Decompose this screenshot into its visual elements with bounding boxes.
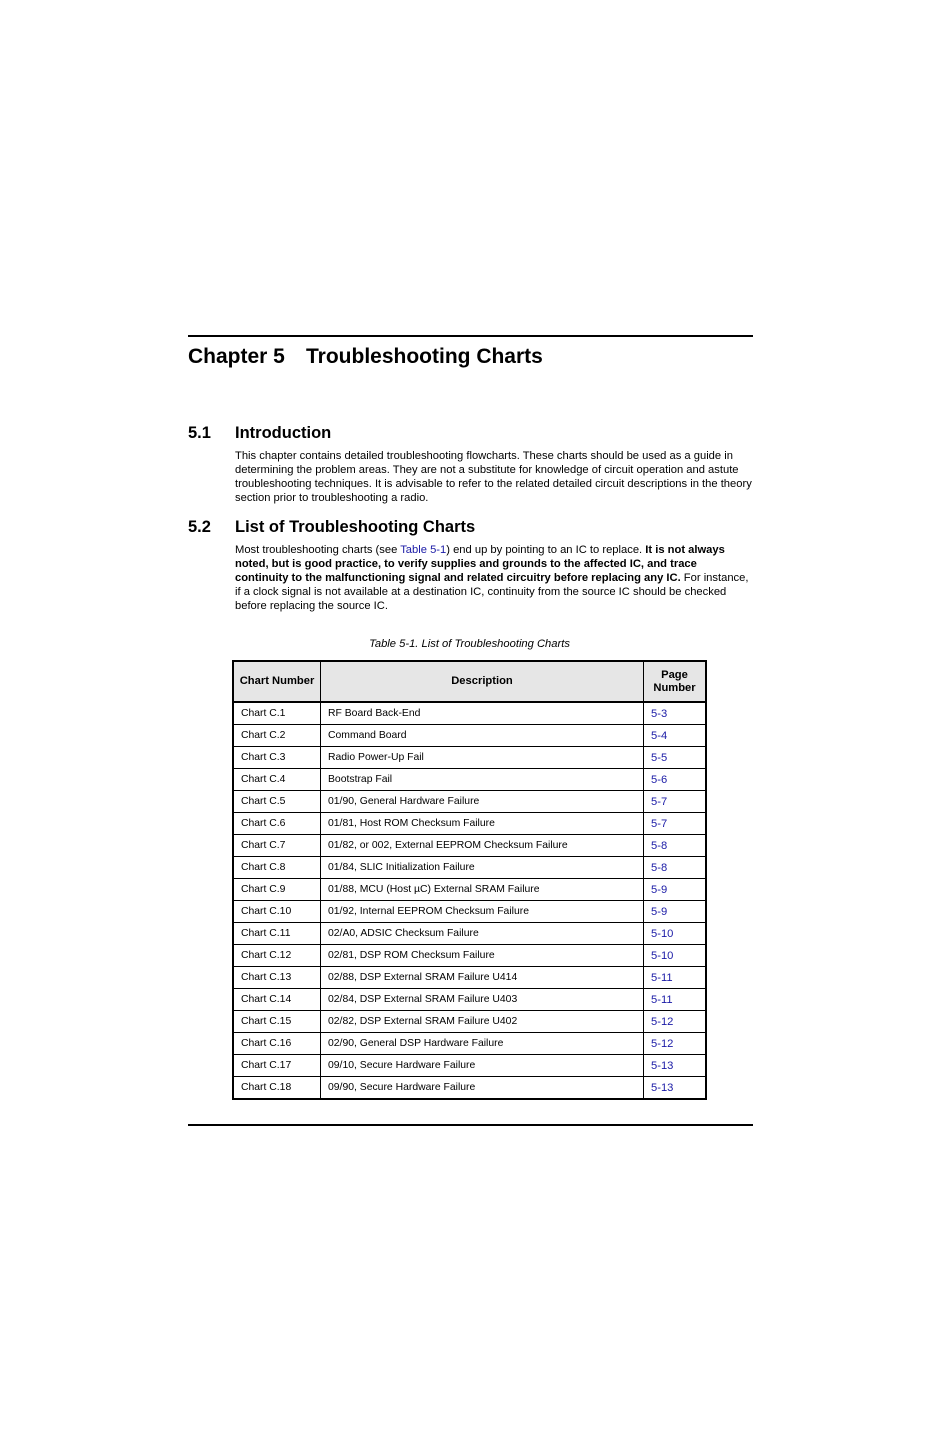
description-cell: 02/88, DSP External SRAM Failure U414 — [321, 967, 644, 989]
page-number-link[interactable]: 5-11 — [644, 989, 707, 1011]
chart-number-cell: Chart C.9 — [233, 879, 321, 901]
page-number-link[interactable]: 5-8 — [644, 835, 707, 857]
top-rule — [188, 335, 753, 337]
page-number-link[interactable]: 5-13 — [644, 1055, 707, 1077]
paragraph-text: Most troubleshooting charts (see — [235, 544, 401, 556]
chart-number-cell: Chart C.7 — [233, 835, 321, 857]
page-number-link[interactable]: 5-7 — [644, 791, 707, 813]
paragraph-bold-note: It is not always noted, but is good practice, to verify supplies and grounds to the affected IC, and trace continuity to the malfunctioning signal and related circuitry before replacing any IC. — [235, 544, 725, 585]
page-number-link[interactable]: 5-3 — [644, 702, 707, 725]
chart-number-cell: Chart C.8 — [233, 857, 321, 879]
chart-number-cell: Chart C.16 — [233, 1033, 321, 1055]
table-row — [233, 1011, 706, 1033]
page-number-link[interactable]: 5-7 — [644, 813, 707, 835]
description-cell: 02/A0, ADSIC Checksum Failure — [321, 923, 644, 945]
chapter-number: Chapter 5 — [188, 345, 285, 368]
description-cell: 02/82, DSP External SRAM Failure U402 — [321, 1011, 644, 1033]
chapter-name: Troubleshooting Charts — [306, 345, 543, 368]
table-caption: Table 5-1. List of Troubleshooting Charts — [369, 638, 570, 650]
chart-number-cell: Chart C.18 — [233, 1077, 321, 1100]
table-row — [233, 1033, 706, 1055]
section-title: Introduction — [235, 424, 332, 442]
page-number-link[interactable]: 5-10 — [644, 923, 707, 945]
table-header-row — [233, 661, 706, 702]
paragraph-text: ) end up by pointing to an IC to replace. — [446, 544, 646, 556]
page-number-link[interactable]: 5-9 — [644, 879, 707, 901]
chart-number-cell: Chart C.15 — [233, 1011, 321, 1033]
description-cell: Bootstrap Fail — [321, 769, 644, 791]
chart-number-cell: Chart C.13 — [233, 967, 321, 989]
table-row — [233, 879, 706, 901]
header-description: Description — [321, 661, 644, 702]
table-row — [233, 945, 706, 967]
description-cell: 02/84, DSP External SRAM Failure U403 — [321, 989, 644, 1011]
page-number-link[interactable]: 5-9 — [644, 901, 707, 923]
chart-number-cell: Chart C.5 — [233, 791, 321, 813]
page-number-link[interactable]: 5-8 — [644, 857, 707, 879]
section-number: 5.1 — [188, 424, 211, 442]
table-row — [233, 967, 706, 989]
chart-number-cell: Chart C.17 — [233, 1055, 321, 1077]
bottom-rule — [188, 1124, 753, 1126]
description-cell: 01/90, General Hardware Failure — [321, 791, 644, 813]
table-row — [233, 791, 706, 813]
chart-number-cell: Chart C.12 — [233, 945, 321, 967]
table-row — [233, 901, 706, 923]
table-row — [233, 725, 706, 747]
page-number-link[interactable]: 5-10 — [644, 945, 707, 967]
table-reference-link[interactable]: Table 5-1 — [400, 544, 447, 556]
description-cell: 01/84, SLIC Initialization Failure — [321, 857, 644, 879]
table-row — [233, 989, 706, 1011]
description-cell: 02/90, General DSP Hardware Failure — [321, 1033, 644, 1055]
chart-number-cell: Chart C.2 — [233, 725, 321, 747]
section-number: 5.2 — [188, 518, 211, 536]
header-chart-number: Chart Number — [233, 661, 321, 702]
page-number-link[interactable]: 5-6 — [644, 769, 707, 791]
description-cell: Radio Power-Up Fail — [321, 747, 644, 769]
introduction-paragraph: This chapter contains detailed troubleshooting flowcharts. These charts should be used as a guide in determining the problem areas. They are not a substitute for knowledge of circuit operation and astute troubleshooting techniques. It is advisable to refer to the related detailed circuit descriptions in the theory section prior to troubleshooting a radio. — [235, 450, 752, 505]
table-row — [233, 1077, 706, 1100]
description-cell: 09/90, Secure Hardware Failure — [321, 1077, 644, 1100]
chart-number-cell: Chart C.6 — [233, 813, 321, 835]
chapter-title — [188, 345, 543, 369]
chart-number-cell: Chart C.1 — [233, 702, 321, 725]
table-row — [233, 813, 706, 835]
section-heading-list — [188, 518, 475, 537]
description-cell: 01/92, Internal EEPROM Checksum Failure — [321, 901, 644, 923]
description-cell: RF Board Back-End — [321, 702, 644, 725]
description-cell: 01/88, MCU (Host µC) External SRAM Failure — [321, 879, 644, 901]
chart-number-cell: Chart C.14 — [233, 989, 321, 1011]
section-title: List of Troubleshooting Charts — [235, 518, 476, 536]
chart-number-cell: Chart C.11 — [233, 923, 321, 945]
page-number-link[interactable]: 5-13 — [644, 1077, 707, 1100]
table-row — [233, 747, 706, 769]
page-number-link[interactable]: 5-12 — [644, 1011, 707, 1033]
troubleshooting-charts-table — [232, 660, 707, 1100]
description-cell: 09/10, Secure Hardware Failure — [321, 1055, 644, 1077]
chart-number-cell: Chart C.10 — [233, 901, 321, 923]
description-cell: 02/81, DSP ROM Checksum Failure — [321, 945, 644, 967]
section-heading-introduction — [188, 424, 331, 443]
list-paragraph — [235, 543, 752, 613]
table-row — [233, 923, 706, 945]
header-page-number: Page Number — [644, 661, 707, 702]
table-row — [233, 769, 706, 791]
table-row — [233, 857, 706, 879]
table-row — [233, 835, 706, 857]
chart-number-cell: Chart C.3 — [233, 747, 321, 769]
table-row — [233, 1055, 706, 1077]
page-number-link[interactable]: 5-4 — [644, 725, 707, 747]
table-body — [233, 702, 706, 1099]
page-number-link[interactable]: 5-12 — [644, 1033, 707, 1055]
chart-number-cell: Chart C.4 — [233, 769, 321, 791]
paragraph-text: For instance, if a clock signal is not available at a destination IC, continuity from the source IC should be checked before replacing the source IC. — [235, 572, 749, 613]
description-cell: Command Board — [321, 725, 644, 747]
description-cell: 01/82, or 002, External EEPROM Checksum Failure — [321, 835, 644, 857]
page-number-link[interactable]: 5-11 — [644, 967, 707, 989]
description-cell: 01/81, Host ROM Checksum Failure — [321, 813, 644, 835]
table-row — [233, 702, 706, 725]
page-number-link[interactable]: 5-5 — [644, 747, 707, 769]
